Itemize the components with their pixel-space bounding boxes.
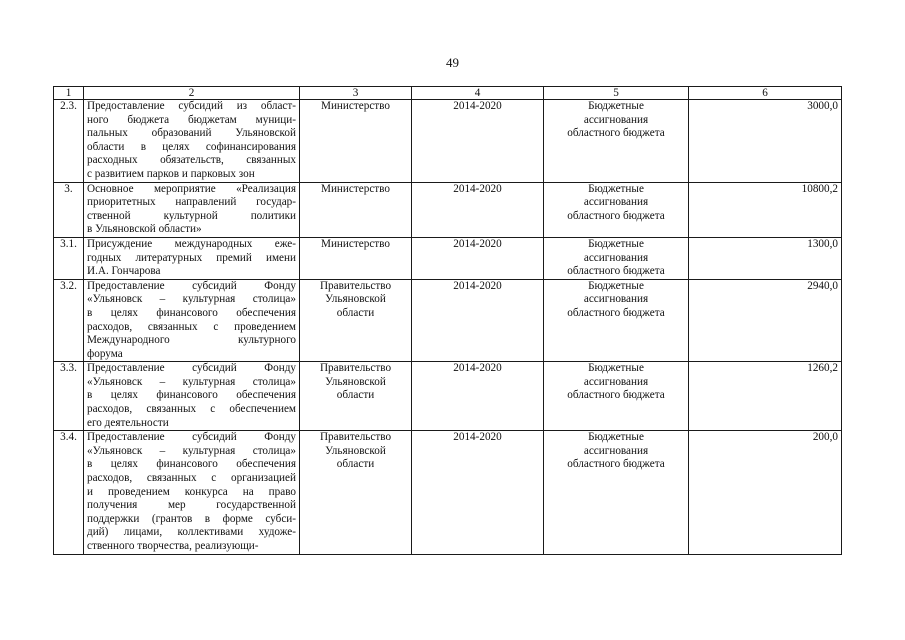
table-row (54, 182, 842, 237)
funding-amount: 3000,0 (689, 100, 842, 183)
measure-name-line: в целях финансового обеспечения (87, 389, 296, 402)
table-row (54, 431, 842, 554)
implementation-period: 2014-2020 (412, 431, 544, 554)
executor-line: области (336, 458, 375, 471)
funding-source-line: Бюджетные (588, 362, 644, 375)
measure-name-line: Предоставление субсидий из област- (87, 100, 296, 112)
measure-name-line: Предоставление субсидий Фонду (87, 431, 296, 444)
funding-source-line: Бюджетные (588, 431, 644, 444)
executor-line: области (336, 389, 375, 402)
measure-name-line: Международного культурного (87, 334, 296, 347)
measure-name (84, 182, 300, 237)
funding-source-line: ассигнования (583, 293, 649, 306)
funding-source-line: ассигнования (583, 251, 649, 264)
funding-source (544, 100, 689, 183)
measure-name-line: приоритетных направлений государ- (87, 196, 296, 209)
implementation-period: 2014-2020 (412, 237, 544, 279)
funding-source (544, 279, 689, 362)
measure-name-line: Предоставление субсидий Фонду (87, 362, 296, 375)
executor-line: Министерство (321, 182, 390, 195)
implementation-period: 2014-2020 (412, 182, 544, 237)
executor-line: Ульяновской (325, 375, 386, 388)
page-number: 49 (446, 55, 459, 70)
funding-amount: 200,0 (689, 431, 842, 554)
column-header: 5 (544, 87, 689, 100)
executor-line: Правительство (319, 431, 392, 444)
measure-name-line: «Ульяновск – культурная столица» (87, 293, 296, 306)
row-number: 3.3. (54, 362, 84, 431)
funding-source-line: Бюджетные (588, 237, 644, 250)
measure-name-line: с развитием парков и парковых зон (87, 167, 255, 180)
measure-name (84, 279, 300, 362)
measure-name-line: «Ульяновск – культурная столица» (87, 375, 296, 388)
row-number: 3. (54, 182, 84, 237)
measure-name-line: расходов, связанных с проведением (87, 320, 296, 333)
measure-name-line: И.А. Гончарова (87, 265, 161, 278)
measure-name-line: в целях финансового обеспечения (87, 458, 296, 471)
funding-source-line: Бюджетные (588, 279, 644, 292)
measure-name-line: его деятельности (87, 416, 169, 429)
measure-name (84, 431, 300, 554)
measure-name-line: ственного творчества, реализующи- (87, 540, 259, 552)
executor-line: Министерство (321, 237, 390, 250)
table-row (54, 100, 842, 183)
measure-name-line: дий) лицами, коллективами художе- (87, 526, 296, 539)
executor (300, 182, 412, 237)
budget-measures-table (53, 86, 842, 555)
table-row (54, 237, 842, 279)
executor (300, 431, 412, 554)
executor-line: Ульяновской (325, 293, 386, 306)
column-header: 4 (412, 87, 544, 100)
funding-amount: 1260,2 (689, 362, 842, 431)
executor-line: Правительство (319, 362, 392, 375)
measure-name-line: ного бюджета бюджетам муници- (87, 113, 296, 126)
funding-source (544, 431, 689, 554)
measure-name-line: ственной культурной политики (87, 209, 296, 222)
measure-name-line: расходов, связанных с обеспечением (87, 403, 296, 416)
funding-amount: 2940,0 (689, 279, 842, 362)
funding-source-line: ассигнования (583, 444, 649, 457)
funding-source-line: ассигнования (583, 113, 649, 126)
row-number: 3.1. (54, 237, 84, 279)
funding-source-line: областного бюджета (567, 306, 665, 319)
funding-amount: 1300,0 (689, 237, 842, 279)
funding-source (544, 182, 689, 237)
measure-name (84, 100, 300, 183)
row-number: 3.4. (54, 431, 84, 554)
measure-name-line: Присуждение международных еже- (87, 237, 296, 250)
column-header: 2 (84, 87, 300, 100)
funding-source (544, 362, 689, 431)
measure-name-line: Предоставление субсидий Фонду (87, 279, 296, 292)
executor (300, 100, 412, 183)
column-header: 1 (54, 87, 84, 100)
funding-source-line: областного бюджета (567, 389, 665, 402)
measure-name-line: в Ульяновской области» (87, 223, 202, 236)
funding-source-line: Бюджетные (588, 182, 644, 195)
table-row (54, 279, 842, 362)
measure-name-line: получения мер государственной (87, 499, 296, 512)
implementation-period: 2014-2020 (412, 362, 544, 431)
measure-name-line: расходных обязательств, связанных (87, 154, 296, 167)
measure-name (84, 237, 300, 279)
measure-name-line: расходов, связанных с организацией (87, 472, 296, 485)
executor-line: Правительство (319, 279, 392, 292)
funding-source-line: областного бюджета (567, 127, 665, 140)
column-header: 6 (689, 87, 842, 100)
row-number: 2.3. (54, 100, 84, 183)
funding-source (544, 237, 689, 279)
measure-name-line: в целях финансового обеспечения (87, 306, 296, 319)
implementation-period: 2014-2020 (412, 100, 544, 183)
table-header-row (54, 87, 842, 100)
funding-source-line: областного бюджета (567, 458, 665, 471)
table-row (54, 362, 842, 431)
funding-source-line: ассигнования (583, 375, 649, 388)
executor (300, 237, 412, 279)
executor-line: области (336, 306, 375, 319)
measure-name-line: поддержки (грантов в форме субси- (87, 512, 296, 525)
funding-source-line: областного бюджета (567, 209, 665, 222)
measure-name-line: и проведением конкурса на право (87, 485, 296, 498)
funding-amount: 10800,2 (689, 182, 842, 237)
implementation-period: 2014-2020 (412, 279, 544, 362)
funding-source-line: Бюджетные (588, 100, 644, 112)
funding-source-line: областного бюджета (567, 265, 665, 278)
column-header: 3 (300, 87, 412, 100)
measure-name-line: годных литературных премий имени (87, 251, 296, 264)
executor (300, 362, 412, 431)
measure-name-line: «Ульяновск – культурная столица» (87, 444, 296, 457)
measure-name (84, 362, 300, 431)
funding-source-line: ассигнования (583, 196, 649, 209)
executor (300, 279, 412, 362)
row-number: 3.2. (54, 279, 84, 362)
measure-name-line: пальных образований Ульяновской (87, 127, 296, 140)
measure-name-line: форума (87, 347, 123, 360)
measure-name-line: области в целях софинансирования (87, 140, 296, 153)
executor-line: Министерство (321, 100, 390, 112)
measure-name-line: Основное мероприятие «Реализация (87, 182, 296, 195)
executor-line: Ульяновской (325, 444, 386, 457)
